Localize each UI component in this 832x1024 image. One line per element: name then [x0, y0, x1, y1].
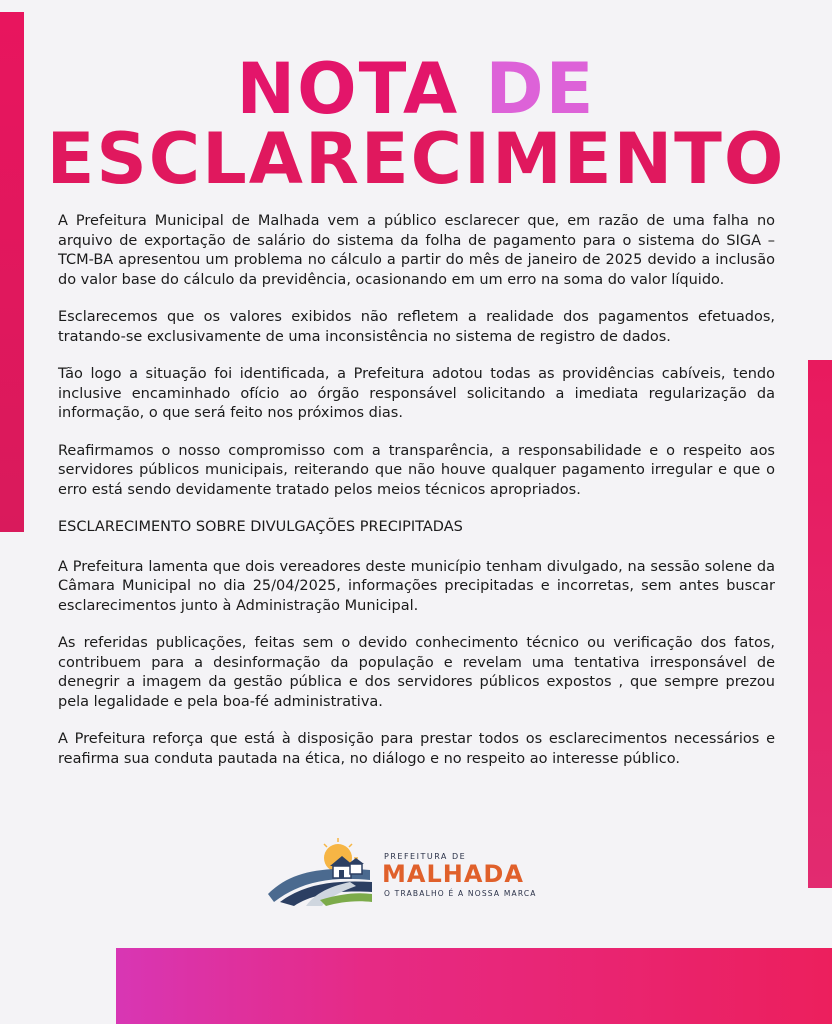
- paragraph-5: A Prefeitura lamenta que dois vereadores deste município tenham divulgado, na sessão solene da Câmara Municipal no dia 25/04/2025, informações precipitadas e incorretas, sem antes buscar esclarecimentos junto à Administração Municipal.: [58, 558, 775, 614]
- logo-tagline: O TRABALHO É A NOSSA MARCA: [384, 889, 537, 898]
- paragraph-4: Reafirmamos o nosso compromisso com a transparência, a responsabilidade e o respeito aos servidores públicos municipais, reiterando que não houve qualquer pagamento irregular e que o erro está sendo devidamente tratado pelos meios técnicos apropriados.: [58, 442, 775, 498]
- logo-prefix: PREFEITURA DE: [384, 852, 467, 861]
- paragraph-2: Esclarecemos que os valores exibidos não refletem a realidade dos pagamentos efetuados, tratando-se exclusivamente de uma inconsistência no sistema de registro de dados.: [58, 309, 775, 345]
- section-heading: ESCLARECIMENTO SOBRE DIVULGAÇÕES PRECIPITADAS: [58, 519, 463, 535]
- page-title: [0, 48, 832, 200]
- paragraph-6: As referidas publicações, feitas sem o devido conhecimento técnico ou verificação dos fatos, contribuem para a desinformação da população e revelam uma tentativa irresponsável de denegrir a imagem da gestão pública e dos servidores públicos expostos , que sempre prezou pela legalidade e pela boa-fé administrativa.: [58, 635, 775, 710]
- notice-body: [58, 212, 775, 787]
- paragraph-7: A Prefeitura reforça que está à disposição para prestar todos os esclarecimentos necessários e reafirma sua conduta pautada na ética, no diálogo e no respeito ao interesse público.: [58, 731, 775, 767]
- title-word-de: DE: [485, 48, 596, 130]
- house-road-sun-icon: [260, 836, 380, 906]
- prefeitura-logo: [260, 836, 560, 906]
- title-word-nota: NOTA: [236, 48, 486, 130]
- logo-name: MALHADA: [382, 860, 524, 888]
- paragraph-1: A Prefeitura Municipal de Malhada vem a público esclarecer que, em razão de uma falha no arquivo de exportação de salário do sistema da folha de pagamento para o sistema do SIGA – TCM-BA apresentou um problema no cálculo a partir do mês de janeiro de 2025 devido a inclusão do valor base do cálculo da previdência, ocasionando em um erro na soma do valor líquido.: [58, 213, 775, 288]
- right-accent-bar: [808, 360, 832, 888]
- bottom-accent-bar: [116, 948, 832, 1024]
- paragraph-3: Tão logo a situação foi identificada, a Prefeitura adotou todas as providências cabíveis, tendo inclusive encaminhado ofício ao órgão responsável solicitando a imediata regularização da informação, o que será feito nos próximos dias.: [58, 366, 775, 421]
- title-line-2: ESCLARECIMENTO: [46, 118, 786, 200]
